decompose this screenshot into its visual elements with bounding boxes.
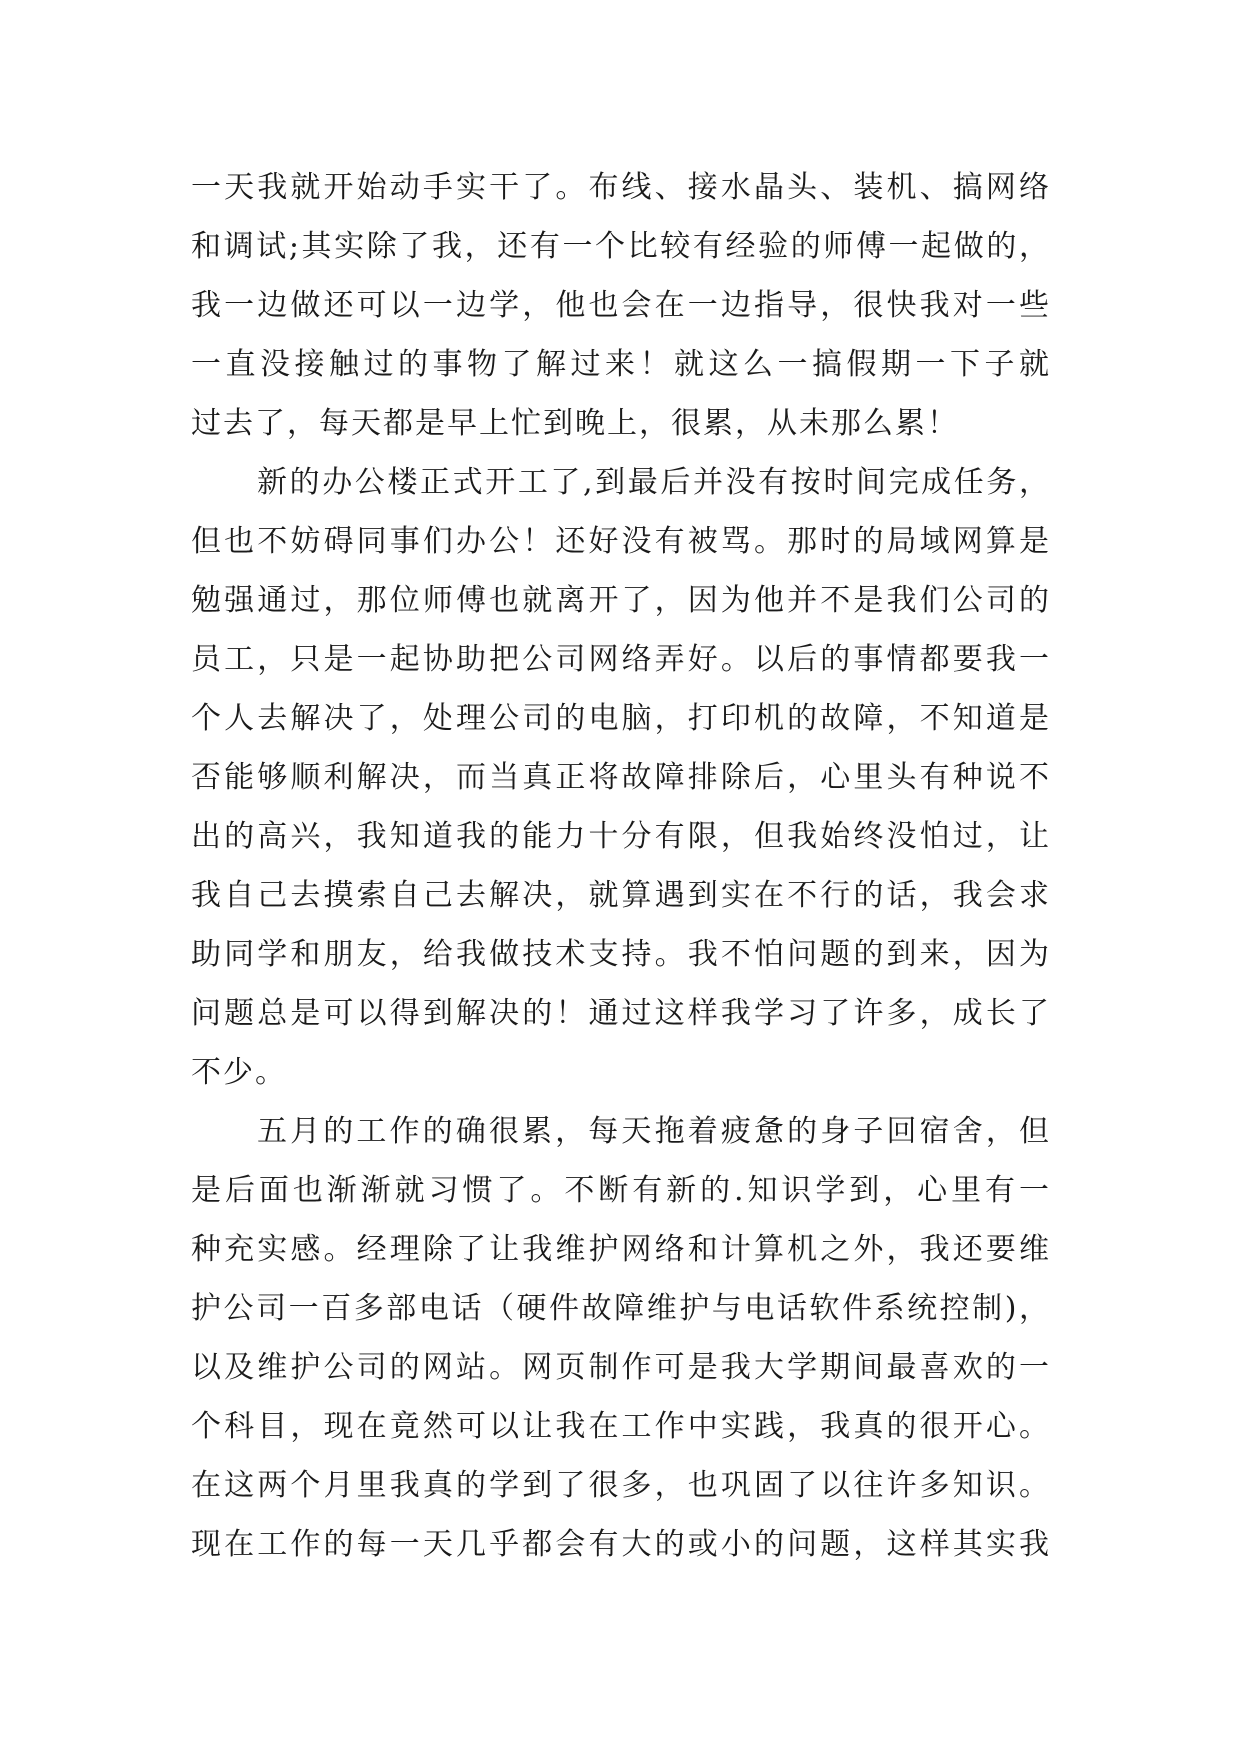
text-line: 新的办公楼正式开工了,到最后并没有按时间完成任务， [257,465,1051,500]
text-line: 个科目，现在竟然可以让我在工作中实践，我真的很开心。 [191,1409,1051,1444]
text-line: 员工，只是一起协助把公司网络弄好。以后的事情都要我一 [191,642,1051,677]
text-line: 不少。 [191,1055,287,1090]
document-body [191,158,1051,1574]
paragraph [191,453,1051,1102]
text-line: 但也不妨碍同事们办公！还好没有被骂。那时的局域网算是 [191,524,1051,559]
text-line: 是后面也渐渐就习惯了。不断有新的.知识学到，心里有一 [191,1173,1051,1208]
text-line: 问题总是可以得到解决的！通过这样我学习了许多，成长了 [191,996,1051,1031]
text-line: 我一边做还可以一边学，他也会在一边指导，很快我对一些 [191,288,1051,323]
paragraph [191,1102,1051,1574]
text-line: 护公司一百多部电话（硬件故障维护与电话软件系统控制)， [191,1291,1051,1326]
text-line: 过去了，每天都是早上忙到晚上，很累，从未那么累！ [191,406,959,441]
text-line: 一天我就开始动手实干了。布线、接水晶头、装机、搞网络 [191,170,1051,205]
paragraph [191,158,1051,453]
text-line: 种充实感。经理除了让我维护网络和计算机之外，我还要维 [191,1232,1051,1267]
text-line: 勉强通过，那位师傅也就离开了，因为他并不是我们公司的 [191,583,1051,618]
text-line: 我自己去摸索自己去解决，就算遇到实在不行的话，我会求 [191,878,1051,913]
text-line: 和调试;其实除了我，还有一个比较有经验的师傅一起做的， [191,229,1051,264]
text-line: 现在工作的每一天几乎都会有大的或小的问题，这样其实我 [191,1527,1051,1562]
text-line: 五月的工作的确很累，每天拖着疲惫的身子回宿舍，但 [257,1114,1051,1149]
text-line: 助同学和朋友，给我做技术支持。我不怕问题的到来，因为 [191,937,1051,972]
text-line: 出的高兴，我知道我的能力十分有限，但我始终没怕过，让 [191,819,1051,854]
text-line: 在这两个月里我真的学到了很多，也巩固了以往许多知识。 [191,1468,1051,1503]
text-line: 一直没接触过的事物了解过来！就这么一搞假期一下子就 [191,347,1051,382]
text-line: 否能够顺利解决，而当真正将故障排除后，心里头有种说不 [191,760,1051,795]
text-line: 以及维护公司的网站。网页制作可是我大学期间最喜欢的一 [191,1350,1051,1385]
text-line: 个人去解决了，处理公司的电脑，打印机的故障，不知道是 [191,701,1051,736]
